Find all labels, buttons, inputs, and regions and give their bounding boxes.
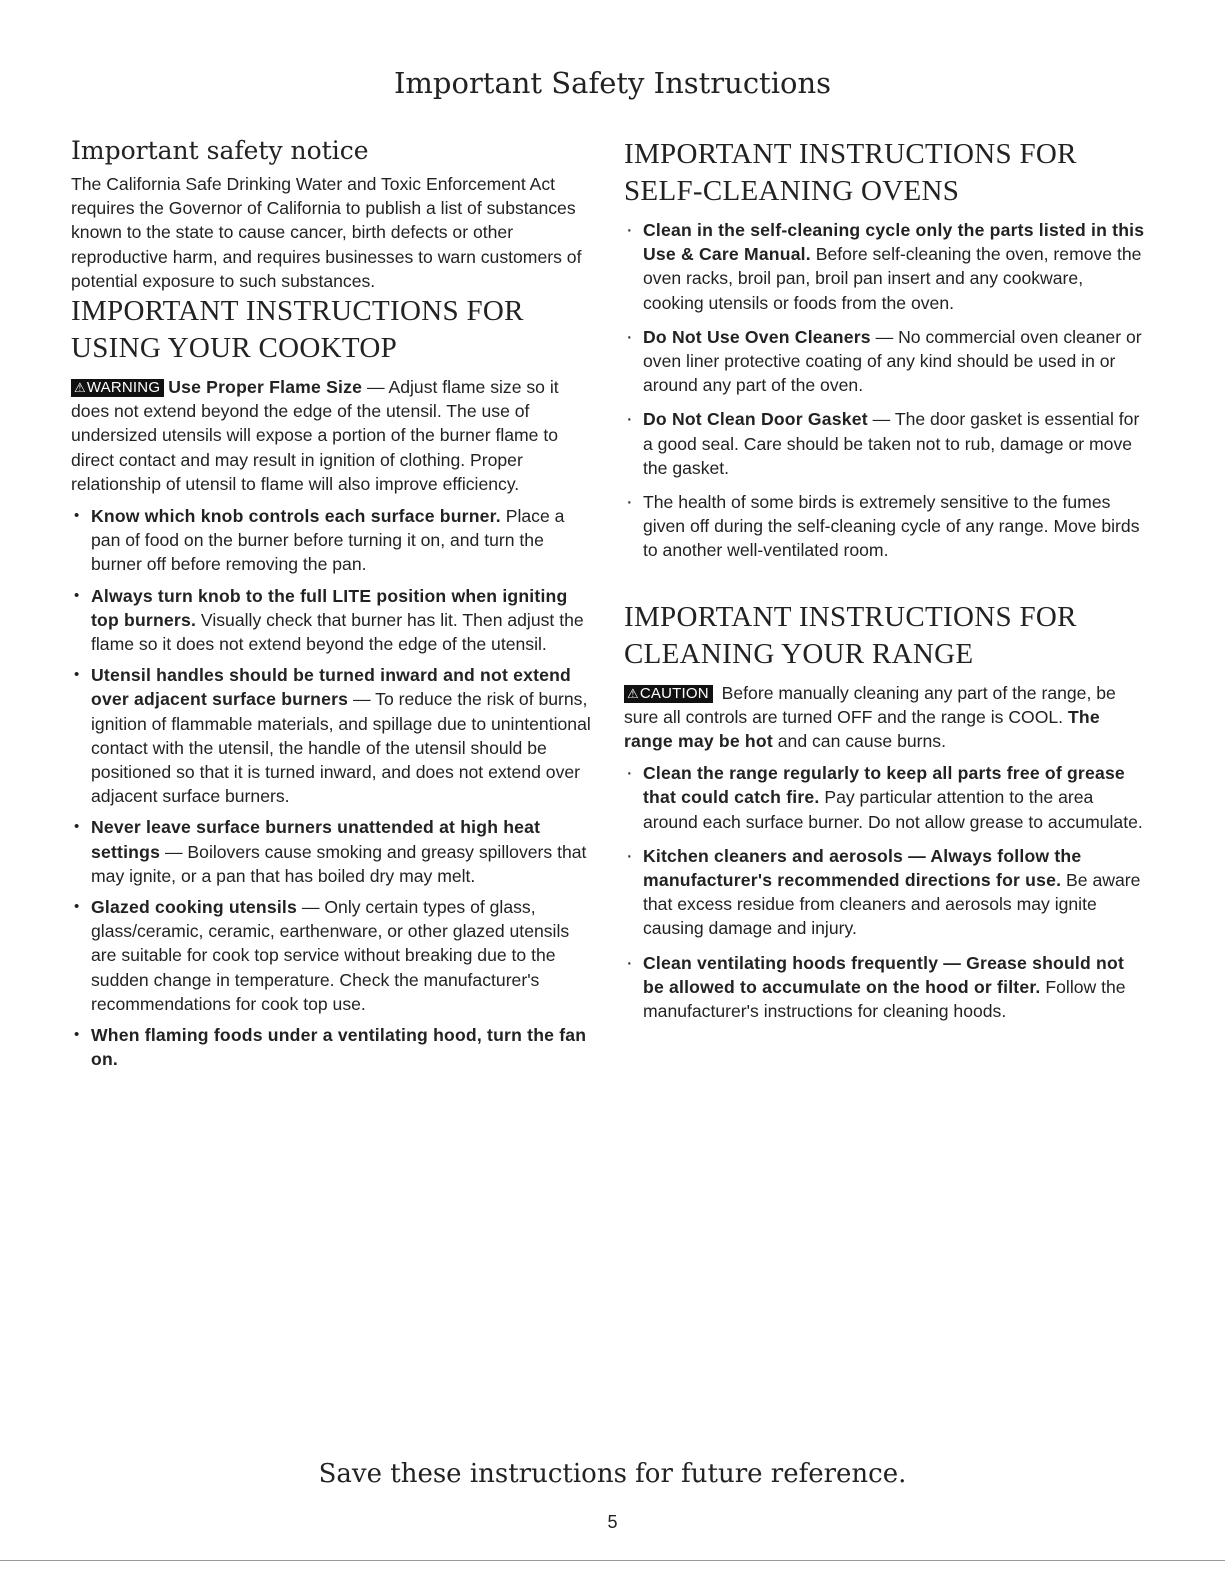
list-item: [624, 325, 1148, 398]
warning-triangle-icon: ⚠: [74, 380, 86, 396]
list-item-text: Be aware that excess residue from cleaners and aerosols may ignite causing damage and injury.: [643, 870, 1141, 939]
notice-text: The California Safe Drinking Water and Toxic Enforcement Act requires the Governor of California to publish a list of substances known to the state to cause cancer, birth defects or other reproductive harm, and requires businesses to warn customers of potential exposure to such substances.: [71, 174, 582, 291]
notice-heading: Important safety notice: [71, 136, 369, 165]
list-item-bold: When flaming foods under a ventilating hood, turn the fan on.: [91, 1025, 587, 1070]
list-item-bold: Utensil handles should be turned inward and not extend over adjacent surface burners: [91, 665, 572, 710]
right-column: [624, 136, 1148, 1033]
warning-lead: Use Proper Flame Size: [168, 377, 363, 398]
range-heading: IMPORTANT INSTRUCTIONS FOR CLEANING YOUR RANGE: [624, 600, 1077, 670]
list-item: [624, 761, 1148, 834]
list-item: [624, 490, 1148, 563]
page-title: Important Safety Instructions: [393, 66, 832, 100]
warning-badge-label: WARNING: [86, 379, 161, 397]
caution-paragraph: [624, 681, 1148, 754]
list-item: [71, 504, 591, 577]
list-item: [624, 951, 1148, 1024]
list-item-bold: Do Not Use Oven Cleaners: [643, 326, 871, 347]
selfclean-heading: IMPORTANT INSTRUCTIONS FOR SELF-CLEANING OVENS: [624, 138, 1077, 207]
cooktop-heading: IMPORTANT INSTRUCTIONS FOR USING YOUR COOKTOP: [71, 295, 524, 365]
list-item-bold: Never leave surface burners unattended at high heat settings: [91, 817, 541, 862]
list-item: [624, 407, 1148, 480]
warning-text: — Adjust flame size so it does not extend beyond the edge of the utensil. The use of undersized utensils will expose a portion of the burner flame to direct contact and may result in ignition of clothing. Proper relationship of utensil to flame will also improve efficiency.: [71, 377, 559, 494]
list-item-text: — Only certain types of glass, glass/ceramic, ceramic, earthenware, or other glazed utensils are suitable for cook top service without breaking due to the sudden change in temperature. Check the manufacturer's recommendations for cook top use.: [91, 897, 570, 1014]
list-item: [624, 844, 1148, 941]
caution-badge: [624, 685, 713, 703]
list-item: [71, 1023, 591, 1071]
caution-triangle-icon: ⚠: [627, 685, 639, 701]
list-item-bold: Kitchen cleaners and aerosols — Always follow the manufacturer's recommended directions for use.: [643, 845, 1082, 891]
caution-bold: The range may be hot: [624, 706, 1100, 752]
range-list: [624, 761, 1148, 1023]
left-column: [71, 136, 591, 1079]
list-item-text: Follow the manufacturer's instructions for cleaning hoods.: [643, 976, 1126, 1022]
list-item: [71, 895, 591, 1016]
caution-text-2: and can cause burns.: [772, 731, 946, 752]
list-item-text: — Boilovers cause smoking and greasy spillovers that may ignite, or a pan that has boiled dry may melt.: [91, 841, 587, 886]
list-item-text: Visually check that burner has lit. Then adjust the flame so it does not extend beyond the edge of the utensil.: [91, 609, 584, 655]
list-item: [71, 815, 591, 888]
caution-text-1: Before manually cleaning any part of the range, be sure all controls are turned OFF and the range is COOL.: [624, 682, 1116, 727]
list-item-text: — The door gasket is essential for a good seal. Care should be taken not to rub, damage or move the gasket.: [643, 409, 1140, 478]
selfclean-list: [624, 218, 1148, 563]
list-item-text: Place a pan of food on the burner before turning it on, and turn the burner off before removing the pan.: [91, 506, 565, 575]
bottom-rule: [0, 1560, 1225, 1561]
list-item-text: The health of some birds is extremely sensitive to the fumes given off during the self-cleaning cycle of any range. Move birds to another well-ventilated room.: [643, 492, 1140, 561]
list-item-bold: Clean ventilating hoods frequently — Grease should not be allowed to accumulate on the hood or filter.: [643, 952, 1125, 997]
list-item-bold: Clean in the self-cleaning cycle only the parts listed in this Use & Care Manual.: [643, 220, 1145, 265]
list-item: [624, 218, 1148, 315]
spacer: [624, 573, 1148, 599]
list-item-text: Before self-cleaning the oven, remove the oven racks, broil pan, broil pan insert and any cookware, cooking utensils or foods from the oven.: [643, 244, 1142, 313]
list-item-bold: Know which knob controls each surface burner.: [91, 506, 501, 527]
list-item-bold: Clean the range regularly to keep all parts free of grease that could catch fire.: [643, 763, 1125, 808]
list-item-text: Pay particular attention to the area around each surface burner. Do not allow grease to accumulate.: [643, 787, 1143, 832]
list-item: [71, 584, 591, 657]
warning-badge: [71, 379, 164, 397]
page-number: 5: [607, 1512, 618, 1532]
list-item-bold: Glazed cooking utensils: [91, 897, 297, 918]
cooktop-list: [71, 504, 591, 1071]
list-item-text: — No commercial oven cleaner or oven liner protective coating of any kind should be used in or around any part of the oven.: [643, 326, 1142, 396]
list-item-bold: Always turn knob to the full LITE position when igniting top burners.: [91, 585, 568, 630]
caution-badge-label: CAUTION: [639, 684, 709, 702]
list-item: [71, 663, 591, 808]
list-item-bold: Do Not Clean Door Gasket: [643, 409, 868, 430]
list-item-text: — To reduce the risk of burns, ignition of flammable materials, and spillage due to unintentional contact with the utensil, the handle of the utensil should be positioned so that it is turned inward, and does not extend over adjacent surface burners.: [91, 689, 591, 807]
footer-note: Save these instructions for future reference.: [318, 1459, 907, 1489]
warning-paragraph: [71, 375, 591, 496]
